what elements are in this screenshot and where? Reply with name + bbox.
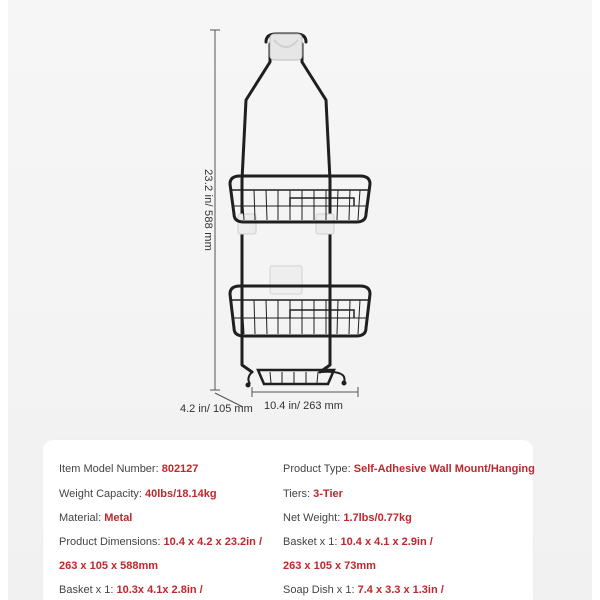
spec-row: Material: Metal — [59, 512, 133, 524]
soap-dish — [246, 370, 346, 387]
shower-caddy-illustration — [8, 0, 592, 430]
depth-label: 4.2 in/ 105 mm — [180, 403, 253, 415]
spec-row: Net Weight: 1.7lbs/0.77kg — [283, 512, 412, 524]
height-label: 23.2 in/ 588 mm — [202, 169, 214, 251]
spec-row: Product Type: Self-Adhesive Wall Mount/Hanging — [283, 463, 535, 475]
spec-panel — [43, 440, 533, 600]
caddy-frame — [242, 34, 330, 372]
spec-row: Item Model Number: 802127 — [59, 463, 199, 475]
spec-row: Basket x 1: 10.3x 4.1x 2.8in / — [59, 584, 203, 596]
width-label: 10.4 in/ 263 mm — [264, 400, 343, 412]
spec-row: Soap Dish x 1: 7.4 x 3.3 x 1.3in / — [283, 584, 444, 596]
dimension-lines — [210, 30, 358, 407]
spec-row: Weight Capacity: 40lbs/18.14kg — [59, 488, 217, 500]
height-dimension — [198, 30, 218, 390]
spec-row: Tiers: 3-Tier — [283, 488, 343, 500]
spec-row: 263 x 105 x 73mm — [283, 560, 376, 572]
spec-row: Basket x 1: 10.4 x 4.1 x 2.9in / — [283, 536, 433, 548]
product-image — [8, 0, 592, 600]
spec-row: 263 x 105 x 588mm — [59, 560, 159, 572]
spec-row: Product Dimensions: 10.4 x 4.2 x 23.2in / — [59, 536, 263, 548]
